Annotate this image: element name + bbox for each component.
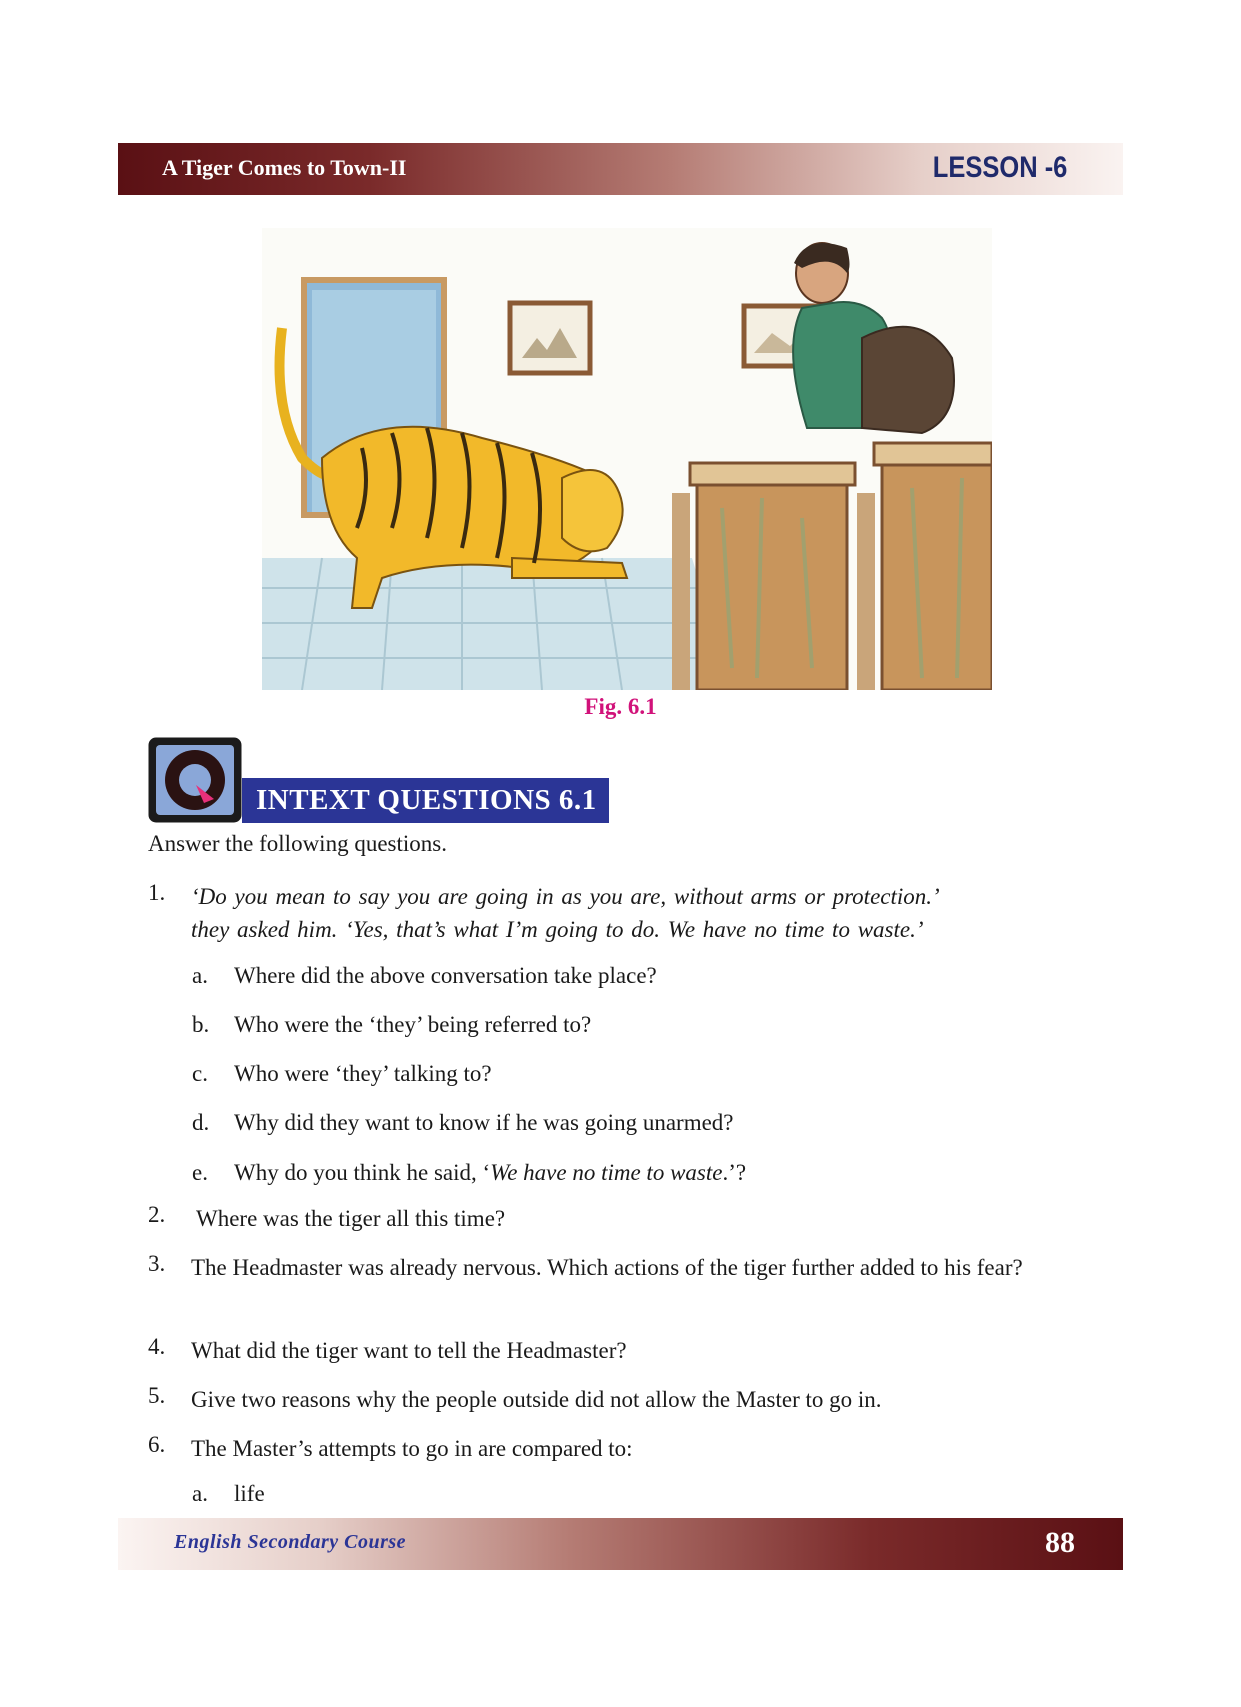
question-text: The Master’s attempts to go in are compared to: <box>191 1436 633 1461</box>
italic-quote: We have no time to waste <box>490 1160 723 1185</box>
sub-question-text: life <box>234 1481 265 1506</box>
quote-line: ‘Do you mean to say you are going in as you are, without arms or protection.’ <box>191 884 940 909</box>
course-name: English Secondary Course <box>174 1531 407 1553</box>
sub-question-text: Who were the ‘they’ being referred to? <box>234 1012 592 1037</box>
sub-question-text: Who were ‘they’ talking to? <box>234 1061 492 1086</box>
question-number: 4. <box>148 1334 166 1359</box>
question-number: 3. <box>148 1251 166 1276</box>
q-question-icon <box>148 737 242 823</box>
sub-question-text: Why did they want to know if he was going unarmed? <box>234 1110 734 1135</box>
question-text: Give two reasons why the people outside did not allow the Master to go in. <box>191 1387 882 1412</box>
lesson-number: LESSON -6 <box>932 151 1067 184</box>
question-text: What did the tiger want to tell the Headmaster? <box>191 1338 627 1363</box>
intext-questions-banner: INTEXT QUESTIONS 6.1 <box>242 778 609 823</box>
tiger-and-headmaster-illustration <box>262 228 992 690</box>
text-part: Why do you think he said, ‘ <box>234 1160 491 1185</box>
lesson-title: A Tiger Comes to Town-II <box>162 155 407 180</box>
question-number: 5. <box>148 1383 166 1408</box>
sub-question-letter: b. <box>192 1012 210 1037</box>
header-band <box>118 143 1123 195</box>
footer-band <box>118 1518 1123 1570</box>
text-part: .’? <box>722 1160 747 1185</box>
question-text: Where was the tiger all this time? <box>196 1206 506 1231</box>
sub-question-letter: e. <box>192 1160 208 1185</box>
question-text: The Headmaster was already nervous. Which actions of the tiger further added to his fear? <box>191 1255 1023 1280</box>
sub-question-text <box>234 1160 746 1186</box>
page-number: 88 <box>1045 1526 1075 1559</box>
sub-question-letter: c. <box>192 1061 208 1086</box>
sub-question-text: Where did the above conversation take place? <box>234 963 657 988</box>
question-number: 2. <box>148 1202 166 1227</box>
sub-question-letter: a. <box>192 963 208 988</box>
quote-line: they asked him. ‘Yes, that’s what I’m going to do. We have no time to waste.’ <box>191 917 924 942</box>
figure-caption: Fig. 6.1 <box>584 694 657 719</box>
question-quote <box>191 880 1111 946</box>
sub-question-letter: d. <box>192 1110 210 1135</box>
question-number: 6. <box>148 1432 166 1457</box>
instruction-text: Answer the following questions. <box>148 831 447 856</box>
sub-question-letter: a. <box>192 1481 208 1506</box>
question-number: 1. <box>148 880 166 905</box>
